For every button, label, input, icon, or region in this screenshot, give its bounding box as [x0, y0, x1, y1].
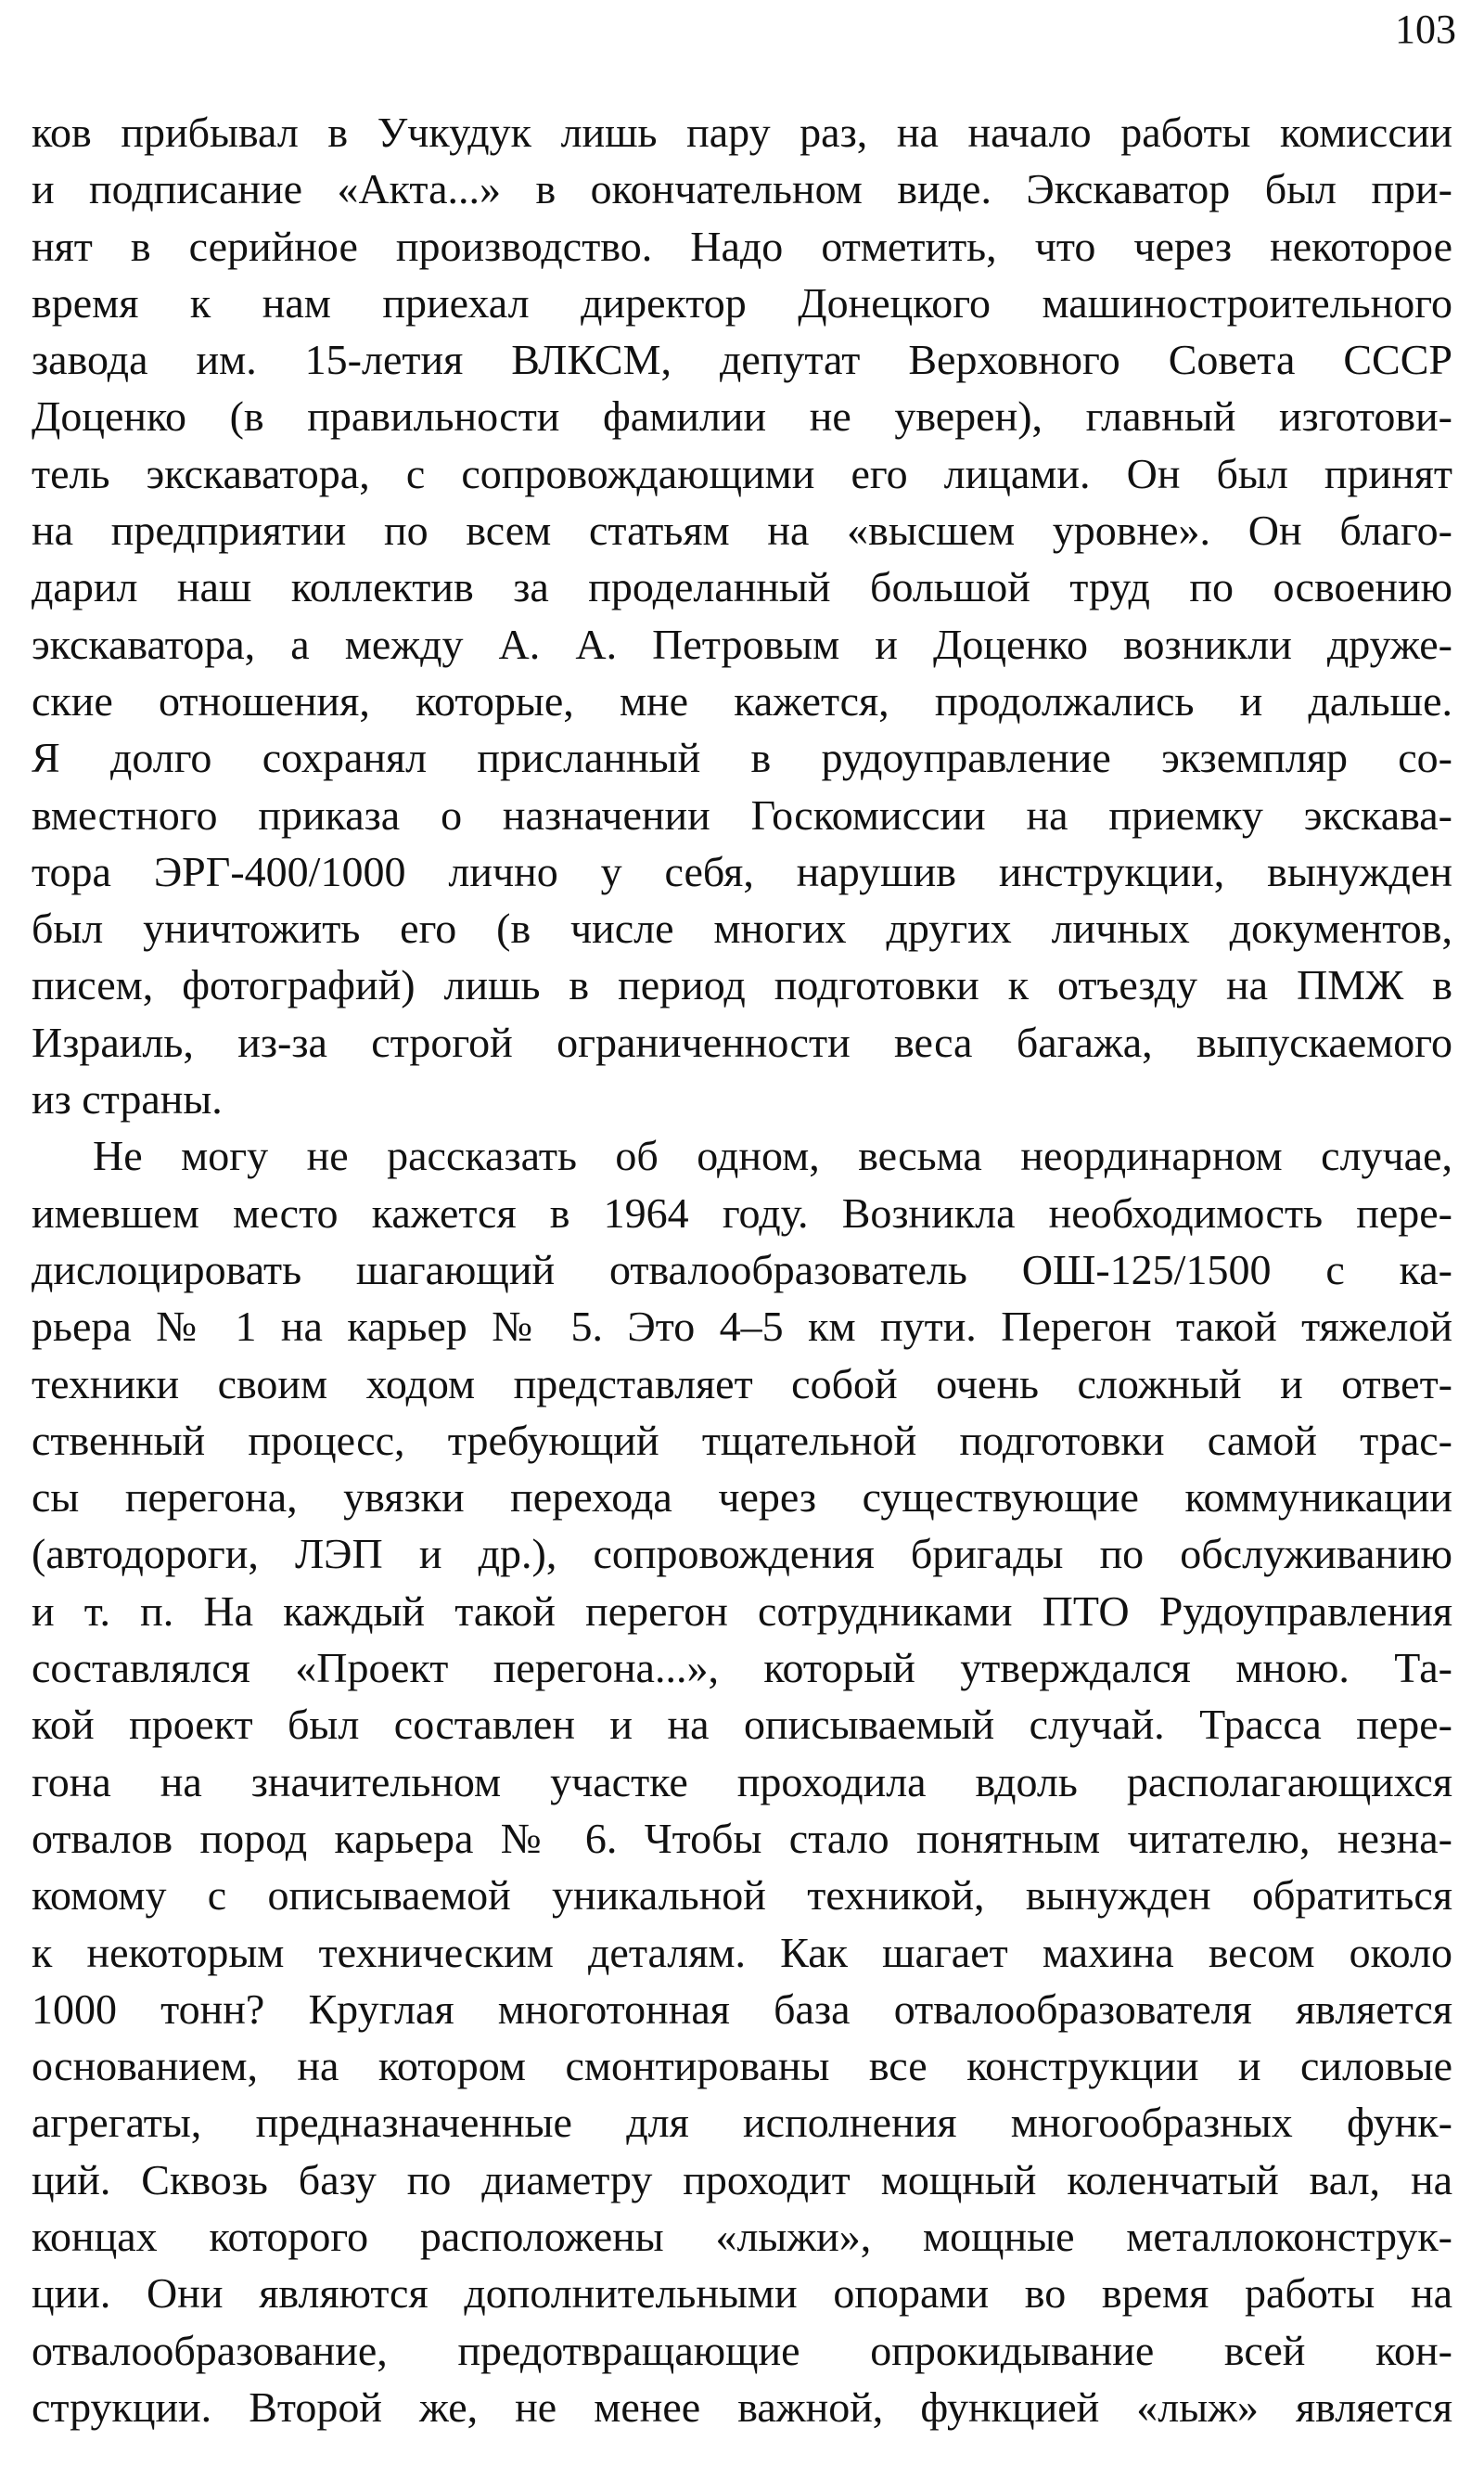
text-line: тора ЭРГ-400/1000 лично у себя, нарушив инструкции, вынужден [32, 847, 1452, 895]
text-line: Не могу не рассказать об одном, весьма неординарном случае, [93, 1132, 1452, 1180]
text-line: основанием, на котором смонтированы все конструкции и силовые [32, 2042, 1452, 2090]
text-line: дислоцировать шагающий отвалообразователь ОШ-125/1500 с ка- [32, 1245, 1452, 1293]
text-line: отвалообразование, предотвращающие опрокидывание всей кон- [32, 2326, 1452, 2374]
text-line: агрегаты, предназначенные для исполнения многообразных функ- [32, 2099, 1452, 2147]
text-line: концах которого расположены «лыжи», мощные металлоконструк- [32, 2212, 1452, 2260]
text-line: время к нам приехал директор Донецкого машиностроительного [32, 278, 1452, 327]
body-text [32, 104, 1452, 2435]
text-line: ские отношения, которые, мне кажется, продолжались и дальше. [32, 676, 1452, 725]
text-line: ции. Они являются дополнительными опорами во время работы на [32, 2269, 1452, 2318]
text-line: рьера № 1 на карьер № 5. Это 4–5 км пути. Перегон такой тяжелой [32, 1303, 1452, 1351]
text-line: комому с описываемой уникальной техникой, вынужден обратиться [32, 1871, 1452, 1920]
text-line: и т. п. На каждый такой перегон сотрудниками ПТО Рудоуправления [32, 1586, 1452, 1635]
text-line: техники своим ходом представляет собой очень сложный и ответ- [32, 1359, 1452, 1407]
text-line: ственный процесс, требующий тщательной подготовки самой трас- [32, 1416, 1452, 1464]
text-line: ций. Сквозь базу по диаметру проходит мощный коленчатый вал, на [32, 2155, 1452, 2203]
text-line: вместного приказа о назначении Госкомиссии на приемку экскава- [32, 790, 1452, 839]
text-line: нят в серийное производство. Надо отметить, что через некоторое [32, 222, 1452, 270]
text-line: на предприятии по всем статьям на «высшем уровне». Он благо- [32, 507, 1452, 555]
text-line: завода им. 15-летия ВЛКСМ, депутат Верховного Совета СССР [32, 336, 1452, 384]
text-line: Доценко (в правильности фамилии не уверен), главный изготови- [32, 392, 1452, 441]
text-line: и подписание «Акта...» в окончательном виде. Экскаватор был при- [32, 165, 1452, 213]
text-line: был уничтожить его (в числе многих других личных документов, [32, 905, 1452, 953]
text-line: Я долго сохранял присланный в рудоуправление экземпляр со- [32, 734, 1452, 782]
text-line: тель экскаватора, с сопровождающими его лицами. Он был принят [32, 449, 1452, 497]
text-line: к некоторым техническим деталям. Как шагает махина весом около [32, 1928, 1452, 1976]
text-line: Израиль, из-за строгой ограниченности веса багажа, выпускаемого [32, 1018, 1452, 1066]
text-line: писем, фотографий) лишь в период подготовки к отъезду на ПМЖ в [32, 961, 1452, 1009]
text-line: дарил наш коллектив за проделанный большой труд по освоению [32, 563, 1452, 611]
text-line: (автодороги, ЛЭП и др.), сопровождения бригады по обслуживанию [32, 1530, 1452, 1578]
text-line: имевшем место кажется в 1964 году. Возникла необходимость пере- [32, 1188, 1452, 1237]
text-line: экскаватора, а между А. А. Петровым и Доценко возникли друже- [32, 620, 1452, 668]
text-line: сы перегона, увязки перехода через существующие коммуникации [32, 1473, 1452, 1522]
page-number: 103 [1395, 6, 1456, 52]
text-line: составлялся «Проект перегона...», который утверждался мною. Та- [32, 1644, 1452, 1692]
text-line: гона на значительном участке проходила вдоль располагающихся [32, 1757, 1452, 1805]
text-line: струкции. Второй же, не менее важной, функцией «лыж» является [32, 2383, 1452, 2431]
text-line: кой проект был составлен и на описываемый случай. Трасса пере- [32, 1701, 1452, 1749]
text-line: из страны. [32, 1075, 223, 1124]
text-line: ков прибывал в Учкудук лишь пару раз, на начало работы комиссии [32, 109, 1452, 156]
text-line: отвалов пород карьера № 6. Чтобы стало понятным читателю, незна- [32, 1814, 1452, 1862]
text-line: 1000 тонн? Круглая многотонная база отвалообразователя является [32, 1984, 1452, 2033]
